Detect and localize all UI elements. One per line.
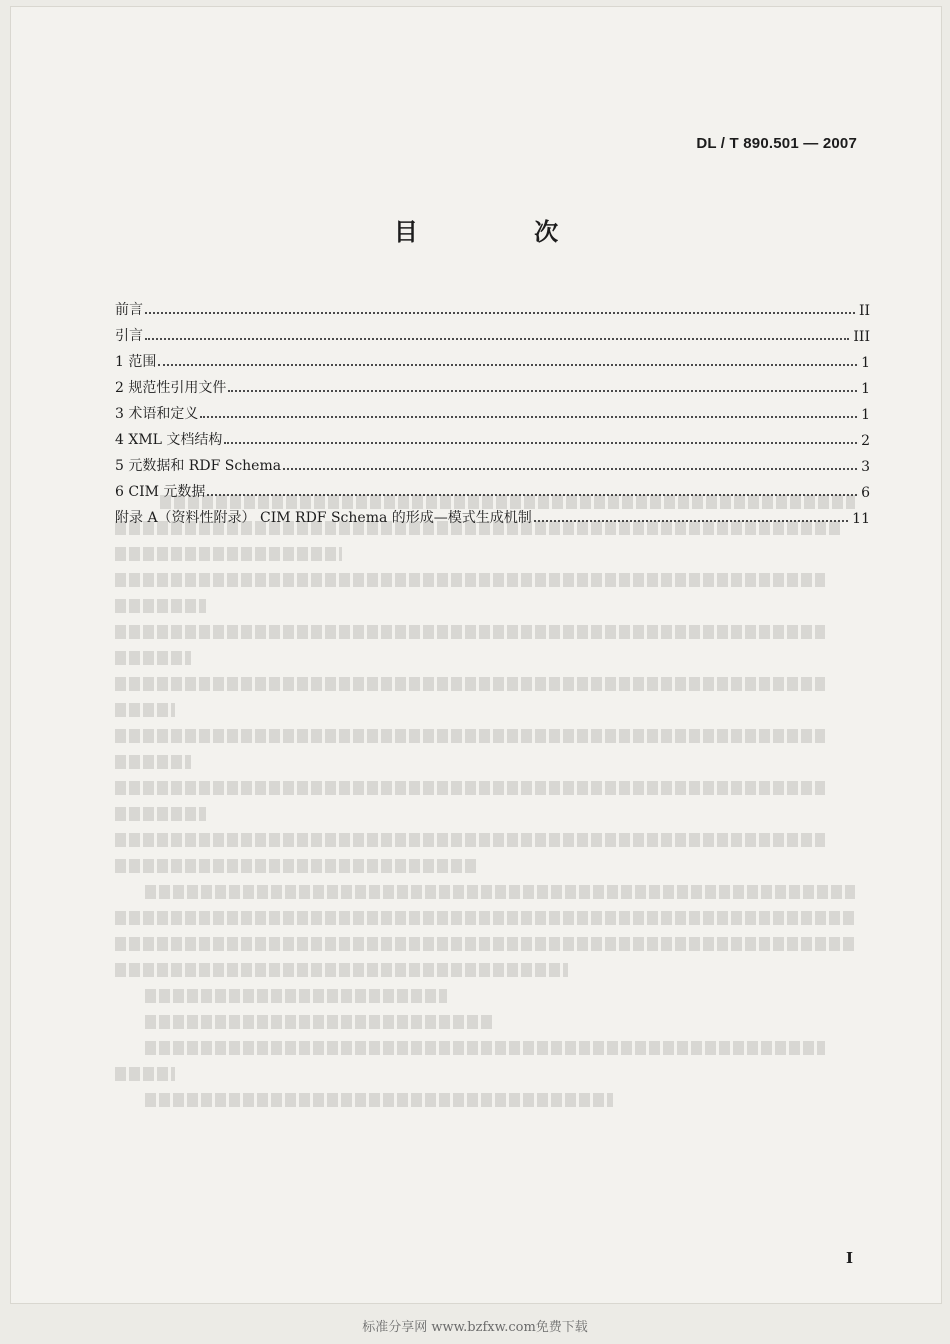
toc-entry-page: III [853,329,870,345]
toc-leader-dots [158,364,857,366]
toc-entry[interactable] [115,423,870,449]
toc-entry-page: 6 [861,485,870,501]
bleed-through-texture [115,483,870,1143]
toc-entry[interactable] [115,371,870,397]
toc-entry-label: 前言 [115,302,143,318]
toc-leader-dots [224,442,857,444]
toc-entry-page: 11 [852,511,870,527]
toc-leader-dots [200,416,857,418]
toc-entry-label: 1 范围 [115,354,157,370]
standard-code: DL / T 890.501 — 2007 [696,135,857,152]
toc-entry[interactable] [115,345,870,371]
toc-entry-page: 1 [861,407,870,423]
page-title: 目 次 [393,217,613,246]
toc-entry-label: 4 XML 文档结构 [115,432,223,448]
toc-entry-page: II [858,303,870,319]
toc-entry-label: 2 规范性引用文件 [115,380,227,396]
toc-entry[interactable] [115,397,870,423]
toc-entry-page: 1 [861,381,870,397]
toc-entry-label: 5 元数据和 RDF Schema [115,458,282,474]
toc-entry-page: 3 [861,459,870,475]
toc-leader-dots [145,338,849,340]
document-page [10,6,942,1304]
toc-entry-label: 附录 A（资料性附录） CIM RDF Schema 的形成—模式生成机制 [115,510,532,526]
toc-leader-dots [145,312,855,314]
page-number: I [845,1249,853,1267]
watermark-footer: 标准分享网 www.bzfxw.com免费下载 [362,1320,588,1335]
toc-entry-page: 2 [861,433,870,449]
toc-entry[interactable] [115,319,870,345]
toc-entry-label: 引言 [115,328,143,344]
toc-leader-dots [228,390,857,392]
toc-entry-label: 6 CIM 元数据 [115,484,206,500]
toc-entry-page: 1 [861,355,870,371]
toc-entry[interactable] [115,449,870,475]
toc-leader-dots [283,468,857,470]
toc-entry[interactable] [115,293,870,319]
toc-entry-label: 3 术语和定义 [115,406,199,422]
